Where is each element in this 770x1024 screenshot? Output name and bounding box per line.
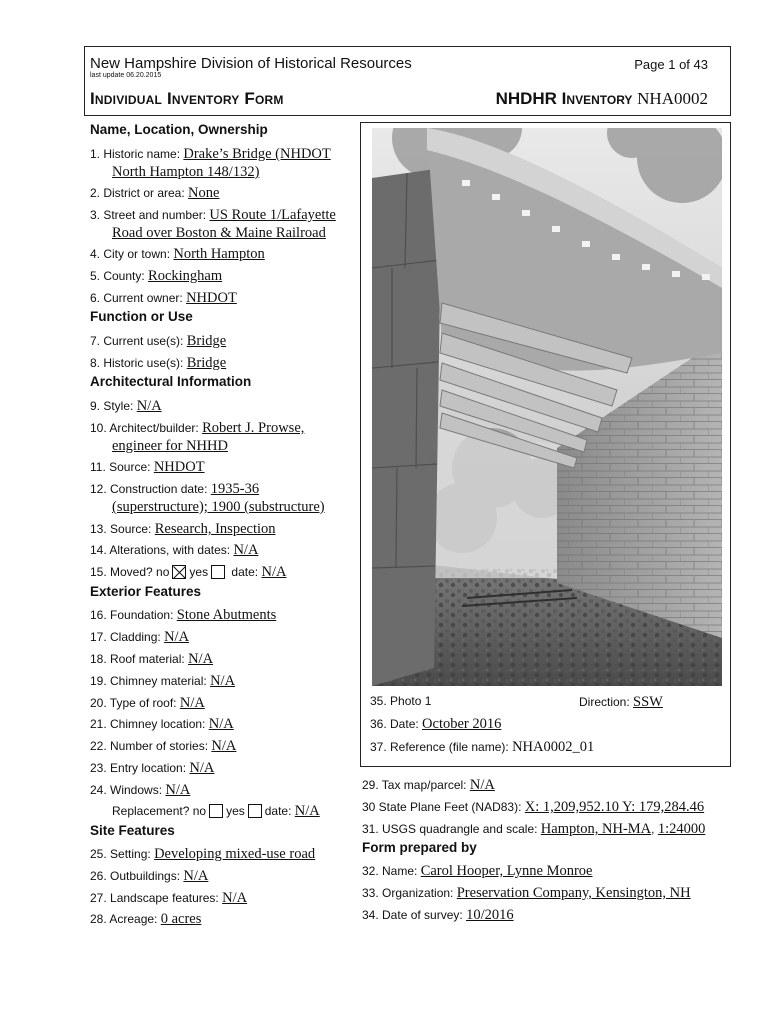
field-tax-map: 29. Tax map/parcel: N/A — [362, 777, 495, 793]
moved-no-checkbox[interactable] — [172, 565, 186, 579]
field-city: 4. City or town: North Hampton — [90, 246, 265, 262]
moved-yes-checkbox[interactable] — [211, 565, 225, 579]
field-outbuildings: 26. Outbuildings: N/A — [90, 868, 209, 884]
section-site: Site Features — [90, 823, 175, 838]
field-preparer-name: 32. Name: Carol Hooper, Lynne Monroe — [362, 863, 593, 879]
section-function: Function or Use — [90, 309, 193, 324]
page-number: Page 1 of 43 — [634, 57, 708, 72]
field-construction-date-cont: (superstructure); 1900 (substructure) — [112, 499, 325, 515]
field-organization: 33. Organization: Preservation Company, Kensington, NH — [362, 885, 691, 901]
field-state-plane: 30 State Plane Feet (NAD83): X: 1,209,952.10 Y: 179,284.46 — [362, 799, 705, 815]
field-architect-cont: engineer for NHHD — [112, 438, 228, 454]
field-landscape: 27. Landscape features: N/A — [90, 890, 248, 906]
field-county: 5. County: Rockingham — [90, 268, 223, 284]
field-stories: 22. Number of stories: N/A — [90, 738, 237, 754]
field-roof-type: 20. Type of roof: N/A — [90, 695, 205, 711]
section-name-location: Name, Location, Ownership — [90, 122, 268, 137]
section-architecture: Architectural Information — [90, 374, 252, 389]
field-setting: 25. Setting: Developing mixed-use road — [90, 846, 316, 862]
field-source: 11. Source: NHDOT — [90, 459, 205, 475]
photo-date: 36. Date: October 2016 — [370, 716, 502, 732]
field-owner: 6. Current owner: NHDOT — [90, 290, 237, 306]
inventory-number: NHA0002 — [637, 89, 708, 108]
field-source-2: 13. Source: Research, Inspection — [90, 521, 276, 537]
field-moved: 15. Moved? no yes date: N/A — [90, 564, 287, 580]
field-current-use: 7. Current use(s): Bridge — [90, 333, 227, 349]
last-update: last update 06.20.2015 — [90, 72, 162, 79]
field-historic-name-cont: North Hampton 148/132) — [112, 164, 260, 180]
field-alterations: 14. Alterations, with dates: N/A — [90, 542, 259, 558]
replacement-yes-checkbox[interactable] — [248, 804, 262, 818]
replacement-no-checkbox[interactable] — [209, 804, 223, 818]
photo-reference: 37. Reference (file name): NHA0002_01 — [370, 739, 595, 755]
field-windows: 24. Windows: N/A — [90, 782, 191, 798]
section-prepared-by: Form prepared by — [362, 840, 477, 855]
field-street-cont: Road over Boston & Maine Railroad — [112, 225, 326, 241]
field-district: 2. District or area: None — [90, 185, 220, 201]
field-entry: 23. Entry location: N/A — [90, 760, 215, 776]
form-header — [84, 46, 731, 116]
field-roof-material: 18. Roof material: N/A — [90, 651, 214, 667]
section-exterior: Exterior Features — [90, 584, 202, 599]
photo-direction: Direction: SSW — [579, 694, 663, 710]
inventory-label: NHDHR Inventory — [495, 89, 633, 108]
photo-caption: 35. Photo 1 — [370, 694, 432, 708]
field-windows-replacement: Replacement? no yes date: N/A — [112, 803, 320, 819]
form-title: Individual Inventory Form — [90, 89, 284, 108]
field-chimney-material: 19. Chimney material: N/A — [90, 673, 236, 689]
bridge-photo — [372, 128, 722, 686]
field-usgs: 31. USGS quadrangle and scale: Hampton, NH-MA, 1:24000 — [362, 821, 706, 837]
field-chimney-location: 21. Chimney location: N/A — [90, 716, 234, 732]
org-name: New Hampshire Division of Historical Resources — [90, 55, 412, 72]
field-survey-date: 34. Date of survey: 10/2016 — [362, 907, 514, 923]
field-foundation: 16. Foundation: Stone Abutments — [90, 607, 277, 623]
field-acreage: 28. Acreage: 0 acres — [90, 911, 202, 927]
field-street: 3. Street and number: US Route 1/Lafayette — [90, 207, 336, 223]
field-historic-name: 1. Historic name: Drake’s Bridge (NHDOT — [90, 146, 331, 162]
field-construction-date: 12. Construction date: 1935-36 — [90, 481, 260, 497]
field-cladding: 17. Cladding: N/A — [90, 629, 190, 645]
field-style: 9. Style: N/A — [90, 398, 162, 414]
field-architect: 10. Architect/builder: Robert J. Prowse, — [90, 420, 305, 436]
inventory-id — [496, 89, 708, 109]
field-historic-use: 8. Historic use(s): Bridge — [90, 355, 227, 371]
